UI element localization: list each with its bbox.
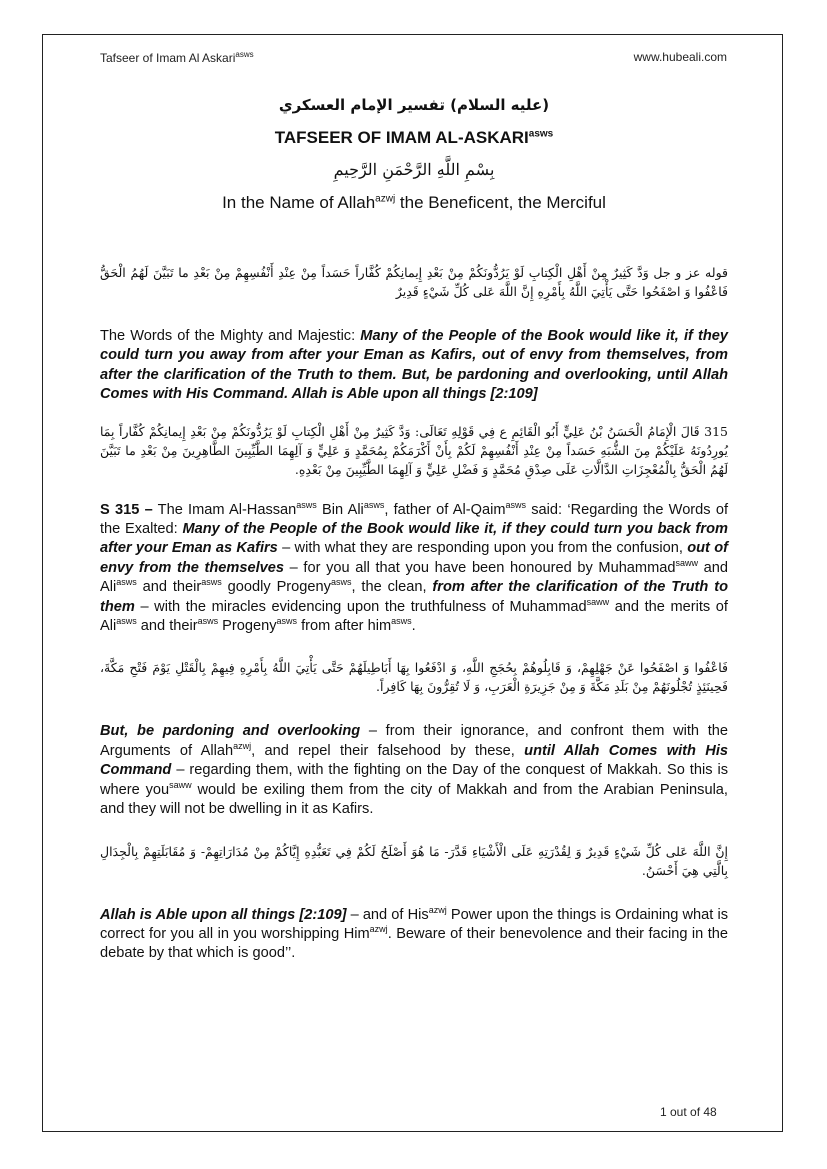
able-arabic: إِنَّ اللَّهَ عَلى كُلِّ شَيْءٍ قَدِيرٌ وَ لِقُدْرَتِهِ عَلَى الْأَشْيَاءِ قَدَّرَ- مَا هُوَ أَصْلَحُ لَكُمْ فِي تَعَبُّدِهِ إِيَّاكُمْ مِنْ مُدَارَاتِهِمْ- وَ مُقَابَلَتِهِمْ بِالْجِدَالِ بِالَّتِي هِيَ أَحْسَنُ. <box>100 843 728 878</box>
arabic-title: (عليه السلام) تفسير الإمام العسكري <box>278 96 550 114</box>
verse-arabic: قوله عز و جل وَدَّ كَثِيرٌ مِنْ أَهْلِ الْكِتابِ لَوْ يَرُدُّونَكُمْ مِنْ بَعْدِ إِيمانِكُمْ كُفَّاراً حَسَداً مِنْ عِنْدِ أَنْفُسِهِمْ مِنْ بَعْدِ ما تَبَيَّنَ لَهُمُ الْحَقُّ فَاعْفُوا وَ اصْفَحُوا حَتَّى يَأْتِيَ اللَّهُ بِأَمْرِهِ إِنَّ اللَّهَ عَلى كُلِّ شَيْءٍ قَدِيرٌ <box>100 265 728 299</box>
pardoning-arabic: فَاعْفُوا وَ اصْفَحُوا عَنْ جَهْلِهِمْ، وَ قَابِلُوهُمْ بِحُجَجِ اللَّهِ، وَ ادْفَعُوا بِهَا أَبَاطِيلَهُمْ حَتَّى يَأْتِيَ اللَّهُ بِأَمْرِهِ فِيهِمْ بِالْقَتْلِ يَوْمَ فَتْحِ مَكَّةَ، فَحِينَئِذٍ تُجْلُونَهُمْ مِنْ بَلَدِ مَكَّةَ وَ مِنْ جَزِيرَةِ الْعَرَبِ، وَ لَا تُقِرُّونَ بِهَا كَافِراً. <box>100 660 728 695</box>
hadith-arabic: 315 قَالَ الْإِمَامُ الْحَسَنُ بْنُ عَلِيٍّ أَبُو الْقَائِمِ ع فِي قَوْلِهِ تَعَالَى: وَدَّ كَثِيرٌ مِنْ أَهْلِ الْكِتابِ لَوْ يَرُدُّونَكُمْ مِنْ بَعْدِ إِيمانِكُمْ كُفَّاراً بِمَا يُورِدُونَهُ عَلَيْكُمْ مِنَ الشُّبَهِ حَسَداً مِنْ عِنْدِ أَنْفُسِهِمْ لَكُمْ بِأَنْ أَكْرَمَكُمْ بِمُحَمَّدٍ وَ عَلِيٍّ وَ آلِهِمَا الطَّيِّبِينَ الطَّاهِرِينَ مِنْ بَعْدِ ما تَبَيَّنَ لَهُمُ الْحَقُّ بِالْمُعْجِزَاتِ الدَّالَّاتِ عَلَى صِدْقِ مُحَمَّدٍ وَ فَضْلِ عَلِيٍّ وَ آلِهِمَا الطَّيِّبِينَ مِنْ بَعْدِهِ. <box>100 423 728 477</box>
page-number: 1 out of 48 <box>660 1105 717 1119</box>
basmala-translation: In the Name of Allah$^{azwj}$ the Beneficent, the Merciful <box>222 193 606 212</box>
header-title: Tafseer of Imam Al Askari$^{asws}$ <box>100 50 254 65</box>
able-translation: Allah is Able upon all things [2:109] – and of His$^{azwj}$ Power upon the things is Ordaining what is correct for you all in you worshipping Him$^{azwj}$. Beware of their benevolence and their facing in the debate by that which is good’’. <box>100 904 729 962</box>
header-title-honorific: asws <box>235 50 254 59</box>
hadith-translation: S 315 – The Imam Al-Hassan$^{asws}$ Bin Ali$^{asws}$, father of Al-Qaim$^{asws}$ said: ‘Regarding the Words of the Exalted: Many of the People of the Book would like it, if they could turn you back from after your Eman as Kafirs – with what they are responding upon you from the confusion, out of envy from the themselves – for you all that you have been honoured by Muhammad$^{saww}$ and Ali$^{asws}$ and their$^{asws}$ goodly Progeny$^{asws}$, the clean, from after the clarification of the Truth to them – with the miracles evidencing upon the truthfulness of Muhammad$^{saww}$ and the merits of Ali$^{asws}$ and their$^{asws}$ Progeny$^{asws}$ from after him$^{asws}$. <box>100 499 728 635</box>
verse-translation: The Words of the Mighty and Majestic: Many of the People of the Book would like it, if they could turn you away from after your Eman as Kafirs, out of envy from themselves, from after the clarification of the Truth to them. But, be pardoning and overlooking, until Allah Comes with His Command. Allah is Able upon all things [2:109] <box>100 328 729 403</box>
header-website: www.hubeali.com <box>633 50 727 64</box>
document-body <box>100 96 728 964</box>
english-title: TAFSEER OF IMAM $AL-ASKARI^{asws}$ <box>274 128 554 147</box>
pardoning-translation: But, be pardoning and overlooking – from their ignorance, and confront them with the Arguments of Allah$^{azwj}$, and repel their falsehood by these, until Allah Comes with His Command – regarding them, with the fighting on the Day of the conquest of Makkah. So this is where you$^{saww}$ would be exiling them from the city of Makkah and from the Arabian Peninsula, and they will not be dwelling in it as Kafirs. <box>100 723 729 818</box>
arabic-basmala: بِسْمِ اللَّهِ الرَّحْمَنِ الرَّحِيمِ <box>333 160 495 179</box>
